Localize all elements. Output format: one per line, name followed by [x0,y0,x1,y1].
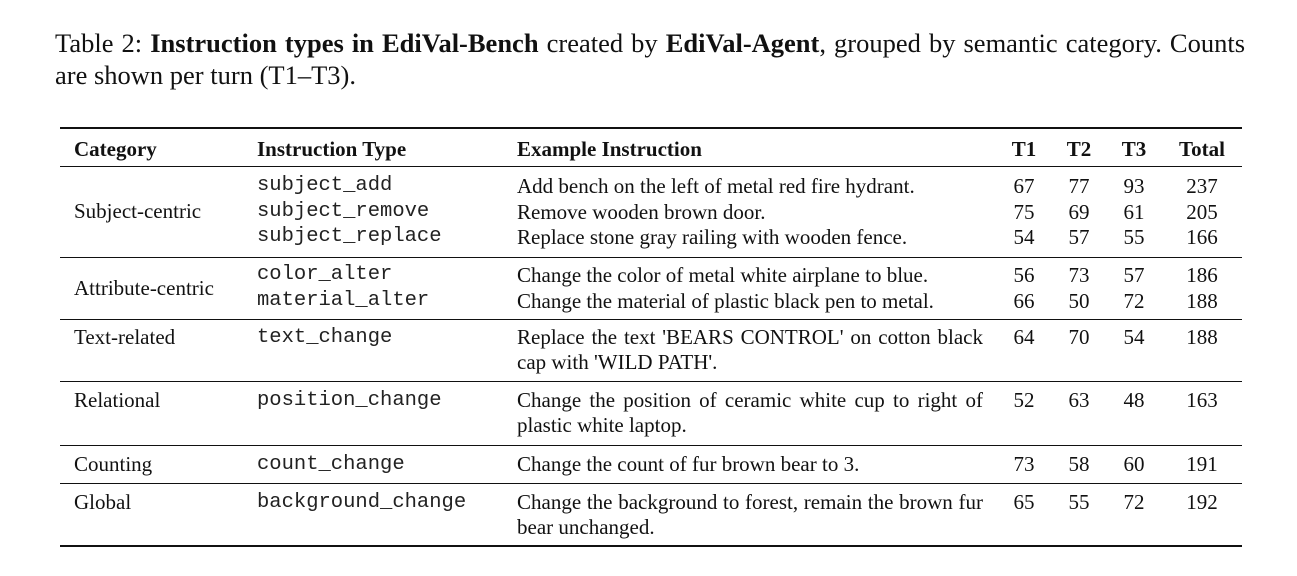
group-global [60,484,1242,545]
t1-cell: 54 [1013,225,1035,249]
caption-label: Table 2: [55,28,143,58]
t2-cell: 58 [1068,452,1090,476]
example-cell: Replace stone gray railing with wooden fence. [517,225,908,249]
example-cell: Replace the text 'BEARS CONTROL' on cotton black cap with 'WILD PATH'. [517,325,983,374]
t3-cell: 55 [1123,225,1145,249]
example-cell: Add bench on the left of metal red fire hydrant. [517,174,915,198]
example-cell: Change the position of ceramic white cup to right of plastic white laptop. [517,388,983,437]
total-cell: 191 [1186,452,1218,476]
caption-middle: created by [546,28,658,58]
t1-cell: 75 [1013,200,1035,224]
group-text-related [60,320,1242,382]
t2-cell: 70 [1068,325,1090,349]
example-cell: Change the background to forest, remain the brown fur bear unchanged. [517,490,983,539]
t3-cell: 54 [1123,325,1145,349]
total-cell: 188 [1186,325,1218,349]
t2-cell: 69 [1068,200,1090,224]
t3-cell: 57 [1123,263,1145,287]
t1-cell: 52 [1013,388,1035,412]
t3-cell: 72 [1123,289,1145,313]
header-example-instruction: Example Instruction [517,137,702,161]
caption-bold-agent: EdiVal-Agent [665,28,820,58]
group-attribute-centric [60,258,1242,320]
t2-cell: 50 [1068,289,1090,313]
t2-cell: 63 [1068,388,1090,412]
total-cell: 163 [1186,388,1218,412]
t2-cell: 55 [1068,490,1090,514]
total-cell: 192 [1186,490,1218,514]
category-cell: Global [74,490,132,514]
instruction-type-cell: subject_remove [257,200,430,223]
t3-cell: 72 [1123,490,1145,514]
total-cell: 237 [1186,174,1218,198]
total-cell: 166 [1186,225,1218,249]
t1-cell: 56 [1013,263,1035,287]
header-total: Total [1179,137,1225,161]
category-cell: Counting [74,452,153,476]
t3-cell: 93 [1123,174,1145,198]
t2-cell: 57 [1068,225,1090,249]
t2-cell: 77 [1068,174,1090,198]
header-category: Category [74,137,157,161]
header-t3: T3 [1121,137,1147,161]
instruction-type-cell: subject_replace [257,225,442,248]
example-cell: Change the material of plastic black pen to metal. [517,289,934,313]
category-cell: Relational [74,388,161,412]
table-caption [55,27,1245,91]
t1-cell: 73 [1013,452,1035,476]
instruction-type-cell: background_change [257,491,467,514]
t3-cell: 60 [1123,452,1145,476]
group-counting [60,446,1242,484]
total-cell: 186 [1186,263,1218,287]
t3-cell: 48 [1123,388,1145,412]
category-cell: Subject-centric [74,199,202,223]
group-relational [60,382,1242,446]
instruction-type-cell: position_change [257,389,442,412]
category-cell: Attribute-centric [74,276,214,300]
t3-cell: 61 [1123,200,1145,224]
group-subject-centric [60,167,1242,258]
caption-bold-title: Instruction types in EdiVal-Bench [150,28,539,58]
example-cell: Change the count of fur brown bear to 3. [517,452,860,476]
example-cell: Remove wooden brown door. [517,200,766,224]
t1-cell: 65 [1013,490,1035,514]
caption-tail: , grouped by semantic category. Counts are shown per turn (T1–T3). [55,28,1246,90]
example-cell: Change the color of metal white airplane to blue. [517,263,929,287]
header-t2: T2 [1066,137,1092,161]
category-cell: Text-related [74,325,176,349]
header-instruction-type: Instruction Type [257,137,407,161]
table-header-row [60,129,1242,167]
instruction-type-cell: color_alter [257,263,393,286]
t1-cell: 66 [1013,289,1035,313]
total-cell: 188 [1186,289,1218,313]
t1-cell: 67 [1013,174,1035,198]
t1-cell: 64 [1013,325,1035,349]
instruction-type-cell: subject_add [257,174,393,197]
total-cell: 205 [1186,200,1218,224]
t2-cell: 73 [1068,263,1090,287]
instruction-type-cell: count_change [257,453,405,476]
header-t1: T1 [1011,137,1037,161]
instruction-type-cell: material_alter [257,289,430,312]
instruction-type-cell: text_change [257,326,393,349]
instruction-types-table [60,127,1242,547]
